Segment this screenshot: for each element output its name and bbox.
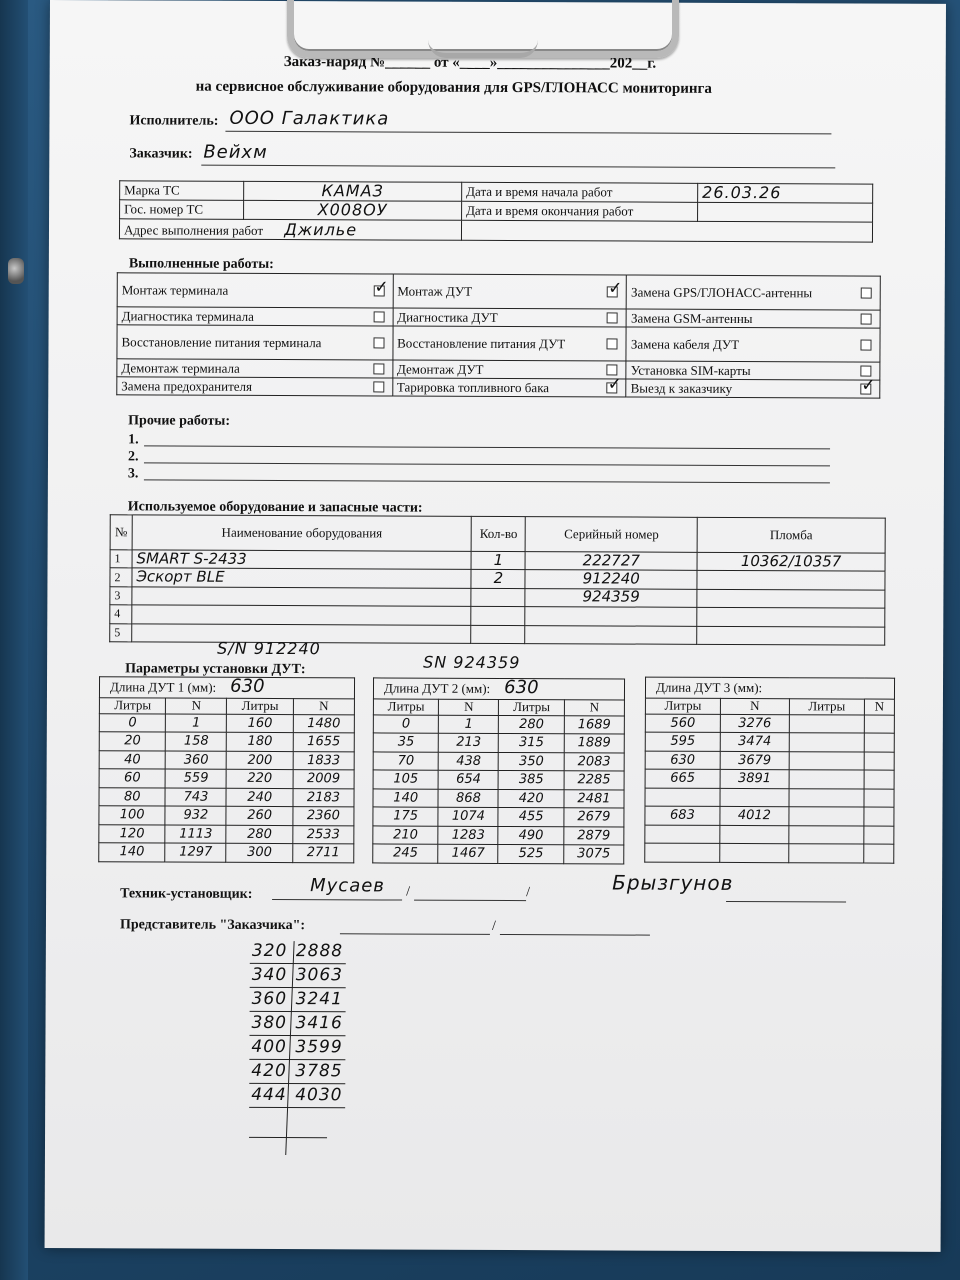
clipboard-rivet: [8, 258, 24, 284]
dut-cell: [789, 789, 864, 808]
customer-rep-slash: /: [491, 918, 496, 934]
dut-length-label: Длина ДУТ 3 (мм):: [655, 679, 763, 696]
equipment-cell: [132, 587, 472, 607]
dut-cell: [864, 752, 894, 771]
work-label: Демонтаж ДУТ: [396, 361, 484, 377]
dut-cell: 4012: [720, 807, 789, 826]
dut-cell: 560: [645, 714, 720, 733]
dut-cell: 665: [645, 770, 720, 789]
dut-cell: 2481: [564, 790, 624, 809]
work-label: Выезд к заказчику: [630, 380, 733, 396]
dut-column-header: N: [166, 698, 227, 715]
end-label: Дата и время окончания работ: [462, 201, 698, 221]
handwritten-litres: 420: [251, 1060, 287, 1082]
dut-cell: 385: [499, 771, 565, 790]
handwritten-litres: 444: [251, 1084, 287, 1106]
handwritten-n: 4030: [295, 1085, 343, 1106]
dut-cell: 35: [373, 733, 439, 752]
work-checkbox[interactable]: [607, 286, 618, 297]
dut-cell: 120: [99, 825, 166, 844]
dut-cell: 3276: [720, 714, 789, 733]
dut-table-3: [644, 677, 895, 864]
equipment-cell: [525, 625, 697, 644]
dut-cell: 2285: [564, 771, 624, 790]
technician-slash: /: [406, 884, 411, 900]
dut-cell: 158: [166, 732, 227, 751]
equipment-cell: [697, 607, 885, 626]
dut-cell: 1889: [564, 734, 624, 753]
end-value: [698, 202, 873, 222]
dut-cell: [789, 844, 864, 863]
dut-cell: 2009: [293, 770, 354, 789]
dut-cell: 3474: [720, 733, 789, 752]
equipment-header-cell: Серийный номер: [525, 517, 697, 553]
dut-cell: 1297: [165, 843, 226, 862]
technician2-signature: Брызгунов: [612, 870, 734, 895]
dut-cell: 2679: [564, 808, 624, 827]
works-table: [116, 272, 881, 398]
dut-cell: 559: [166, 769, 227, 788]
dut-cell: [864, 734, 894, 753]
work-label: Монтаж ДУТ: [397, 283, 473, 299]
handwritten-litres: 380: [251, 1012, 288, 1034]
dut-cell: 3679: [720, 751, 789, 770]
dut-cell: 140: [99, 843, 166, 862]
dut-cell: 2533: [293, 826, 354, 845]
customer-line: [201, 165, 835, 169]
dut-cell: [864, 789, 894, 808]
work-label: Восстановление питания ДУТ: [397, 335, 566, 351]
work-label: Демонтаж терминала: [121, 359, 240, 376]
clipboard-edge: [0, 0, 28, 1280]
equipment-cell: [471, 588, 525, 607]
address-value: Джилье: [284, 219, 358, 239]
work-checkbox[interactable]: [607, 338, 618, 349]
dut-cell: [645, 788, 720, 807]
dut-cell: [864, 771, 894, 790]
dut-cell: 280: [226, 825, 293, 844]
customer-rep-sign-line: [340, 933, 490, 935]
dut-cell: 1074: [438, 808, 498, 827]
dut-cell: 654: [438, 771, 498, 790]
dut-cell: 245: [373, 844, 439, 863]
dut-cell: 160: [227, 714, 294, 733]
dut-table-2: [372, 677, 625, 864]
equipment-cell: 1: [471, 551, 525, 570]
address-label: Адрес выполнения работ: [123, 221, 264, 238]
dut-cell: 175: [373, 807, 439, 826]
handwritten-row-line: [249, 1107, 345, 1108]
works-title: Выполненные работы:: [128, 256, 274, 272]
dut-cell: [864, 808, 894, 827]
dut-cell: [789, 733, 864, 752]
dut-cell: 868: [438, 789, 498, 808]
dut-cell: 490: [498, 826, 564, 845]
customer-value: Вейхм: [203, 141, 268, 163]
dut-cell: [864, 845, 894, 864]
dut-cell: 1: [166, 714, 227, 733]
dut-cell: 70: [373, 752, 439, 771]
work-label: Замена GSM-антенны: [630, 310, 753, 326]
handwritten-litres: 340: [251, 964, 288, 986]
equipment-row-number: 2: [110, 568, 132, 587]
dut2-serial-note: SN 924359: [423, 652, 521, 673]
work-label: Монтаж терминала: [121, 281, 229, 298]
order-subtitle: на сервисное обслуживание оборудования для GPS/ГЛОНАСС мониторинга: [195, 78, 712, 97]
dut-column-header: Литры: [99, 697, 166, 714]
equipment-title: Используемое оборудование и запасные части:: [127, 499, 423, 516]
equipment-cell: 912240: [525, 570, 697, 589]
work-label: Восстановление питания терминала: [121, 333, 322, 350]
dut-cell: 525: [498, 845, 564, 864]
dut-cell: 105: [373, 770, 439, 789]
dut-cell: 1: [439, 715, 499, 734]
equipment-cell: Эскорт BLE: [132, 568, 472, 588]
handwritten-n: 3416: [295, 1013, 343, 1034]
equipment-cell: [697, 571, 885, 590]
work-label: Диагностика ДУТ: [397, 309, 498, 325]
plate-label: Гос. номер ТС: [120, 200, 244, 220]
customer-rep-label: Представитель "Заказчика":: [119, 917, 306, 934]
order-title: Заказ-наряд №______ от «____»_______________202__г.: [283, 54, 657, 72]
executor-line: [225, 131, 831, 135]
work-label: Замена кабеля ДУТ: [630, 336, 740, 352]
customer-label: Заказчик:: [129, 146, 193, 162]
dut-cell: 1480: [293, 715, 354, 734]
dut-cell: 300: [226, 844, 293, 863]
dut-length-value: 630: [504, 677, 539, 699]
dut1-serial-note: S/N 912240: [217, 638, 321, 659]
dut-column-header: N: [293, 698, 354, 715]
equipment-row-number: 3: [110, 586, 132, 605]
executor-value: ООО Галактика: [229, 107, 390, 130]
dut-cell: 438: [439, 752, 499, 771]
dut-title: Параметры установки ДУТ:: [125, 661, 306, 678]
dut-cell: 210: [373, 826, 439, 845]
equipment-cell: 2: [471, 570, 525, 589]
dut-cell: 2183: [293, 789, 354, 808]
dut-cell: 260: [226, 807, 293, 826]
dut-cell: [789, 807, 864, 826]
work-checkbox[interactable]: [373, 285, 384, 296]
dut-cell: [864, 715, 894, 734]
dut-cell: 60: [99, 769, 166, 788]
technician2-line: [726, 901, 846, 903]
work-checkbox[interactable]: [860, 384, 871, 395]
dut-table-1: [98, 676, 355, 863]
equipment-cell: [525, 607, 697, 626]
dut-length-label: Длина ДУТ 2 (мм):: [383, 680, 491, 697]
dut-cell: 350: [499, 752, 565, 771]
dut-column-header: N: [439, 699, 499, 716]
dut-cell: 200: [227, 751, 294, 770]
dut-column-header: N: [864, 699, 894, 716]
dut-cell: 315: [499, 734, 565, 753]
other-work-1-num: 1.: [128, 432, 139, 448]
start-label: Дата и время начала работ: [462, 182, 698, 202]
equipment-header-cell: Пломба: [697, 517, 885, 553]
work-checkbox[interactable]: [860, 340, 871, 351]
work-label: Замена GPS/ГЛОНАСС-антенны: [631, 284, 813, 301]
work-label: Установка SIM-карты: [630, 362, 751, 378]
executor-label: Исполнитель:: [129, 113, 219, 129]
dut-cell: 743: [165, 788, 226, 807]
dut-cell: 20: [99, 732, 166, 751]
dut-cell: [720, 825, 789, 844]
handwritten-litres: 360: [251, 988, 288, 1010]
dut-cell: [720, 844, 789, 863]
equipment-table: [109, 514, 886, 645]
work-label: Замена предохранителя: [121, 377, 253, 394]
dut-length-value: 630: [230, 676, 265, 698]
equipment-row-number: 1: [110, 550, 132, 569]
dut-cell: 213: [439, 734, 499, 753]
dut-cell: 0: [99, 714, 166, 733]
work-checkbox[interactable]: [861, 314, 872, 325]
dut-cell: 140: [373, 789, 439, 808]
dut-column-header: Литры: [227, 698, 294, 715]
dut-cell: [789, 752, 864, 771]
vehicle-table: [119, 180, 873, 242]
dut-cell: 0: [373, 715, 439, 734]
dut-cell: 2711: [293, 844, 354, 863]
dut-cell: 180: [227, 733, 294, 752]
work-label: Тарировка топливного бака: [396, 379, 550, 395]
brand-value: КАМАЗ: [321, 181, 384, 201]
dut-cell: 240: [226, 788, 293, 807]
other-work-2-line: [144, 462, 830, 466]
handwritten-n: 3063: [295, 965, 344, 986]
technician-signature: Мусаев: [310, 875, 385, 897]
other-works-title: Прочие работы:: [128, 413, 231, 429]
equipment-header-cell: №: [110, 515, 132, 550]
dut-cell: 2083: [564, 753, 624, 772]
equipment-cell: [471, 625, 525, 644]
handwritten-litres: 400: [251, 1036, 287, 1058]
dut-cell: 1655: [293, 733, 354, 752]
equipment-cell: 10362/10357: [697, 552, 885, 571]
dut-cell: [720, 788, 789, 807]
equipment-row-number: 4: [110, 605, 132, 624]
dut-cell: [864, 826, 894, 845]
dut-cell: 455: [498, 808, 564, 827]
handwritten-n: 2888: [295, 941, 344, 962]
equipment-cell: [697, 589, 885, 608]
dut-cell: [645, 825, 720, 844]
dut-column-header: Литры: [789, 698, 864, 715]
handwritten-n: 3599: [295, 1037, 343, 1058]
clipboard-clip-notch: [428, 40, 538, 58]
dut-cell: 280: [499, 715, 565, 734]
dut-cell: 2360: [293, 807, 354, 826]
dut-cell: 360: [166, 751, 227, 770]
dut-cell: 1113: [165, 825, 226, 844]
technician-label: Техник-установщик:: [120, 886, 253, 902]
other-work-3-line: [144, 479, 830, 483]
dut-cell: 420: [498, 789, 564, 808]
dut-column-header: Литры: [499, 699, 564, 716]
dut-column-header: N: [564, 699, 624, 716]
dut-cell: 1283: [438, 826, 498, 845]
other-work-1-line: [144, 445, 830, 449]
dut-column-header: Литры: [645, 698, 720, 715]
equipment-header-cell: Кол-во: [472, 516, 526, 551]
equipment-cell: 222727: [525, 551, 697, 570]
dut-cell: 40: [99, 751, 166, 770]
dut-cell: 220: [227, 770, 294, 789]
equipment-cell: [471, 606, 525, 625]
dut-cell: 683: [645, 807, 720, 826]
dut-cell: 80: [99, 788, 166, 807]
work-label: Диагностика терминала: [121, 307, 254, 324]
equipment-cell: [132, 605, 472, 625]
dut-cell: [789, 826, 864, 845]
work-checkbox[interactable]: [373, 311, 384, 322]
handwritten-calibration-table: [245, 941, 356, 1161]
customer-rep-name-line: [500, 934, 650, 936]
dut-cell: 1467: [438, 845, 498, 864]
dut-cell: 100: [99, 806, 166, 825]
handwritten-n: 3785: [295, 1061, 343, 1082]
dut-cell: 630: [645, 751, 720, 770]
dut-cell: 595: [645, 733, 720, 752]
equipment-cell: 924359: [525, 588, 697, 607]
technician-sign-line: [272, 899, 402, 901]
work-checkbox[interactable]: [861, 288, 872, 299]
handwritten-row-line: [249, 1137, 327, 1138]
dut-cell: 3891: [720, 770, 789, 789]
dut-cell: [789, 770, 864, 789]
dut-length-label: Длина ДУТ 1 (мм):: [109, 679, 217, 696]
dut-cell: [645, 844, 720, 863]
equipment-cell: SMART S-2433: [132, 550, 472, 570]
work-checkbox[interactable]: [373, 381, 384, 392]
handwritten-litres: 320: [251, 940, 288, 962]
equipment-header-cell: Наименование оборудования: [132, 515, 472, 551]
equipment-row-number: 5: [110, 623, 132, 642]
dut-cell: 2879: [564, 827, 624, 846]
dut-column-header: N: [720, 698, 789, 715]
handwritten-n: 3241: [295, 989, 343, 1010]
equipment-cell: [697, 626, 885, 645]
start-value: 26.03.26: [702, 182, 782, 203]
dut-column-header: Литры: [373, 698, 438, 715]
work-checkbox[interactable]: [373, 337, 384, 348]
dut-cell: 1833: [293, 752, 354, 771]
technician-name-line: [414, 900, 526, 901]
brand-label: Марка ТС: [120, 181, 244, 201]
work-checkbox[interactable]: [607, 382, 618, 393]
plate-value: Х008ОУ: [317, 200, 388, 220]
other-work-2-num: 2.: [127, 449, 139, 465]
work-checkbox[interactable]: [607, 312, 618, 323]
technician-slash2: /: [526, 885, 531, 901]
dut-cell: 932: [165, 806, 226, 825]
dut-cell: 3075: [564, 845, 624, 864]
dut-cell: 1689: [564, 716, 624, 735]
dut-cell: [789, 715, 864, 734]
work-order-sheet: [45, 0, 946, 1252]
work-checkbox[interactable]: [373, 363, 384, 374]
other-work-3-num: 3.: [127, 466, 139, 482]
